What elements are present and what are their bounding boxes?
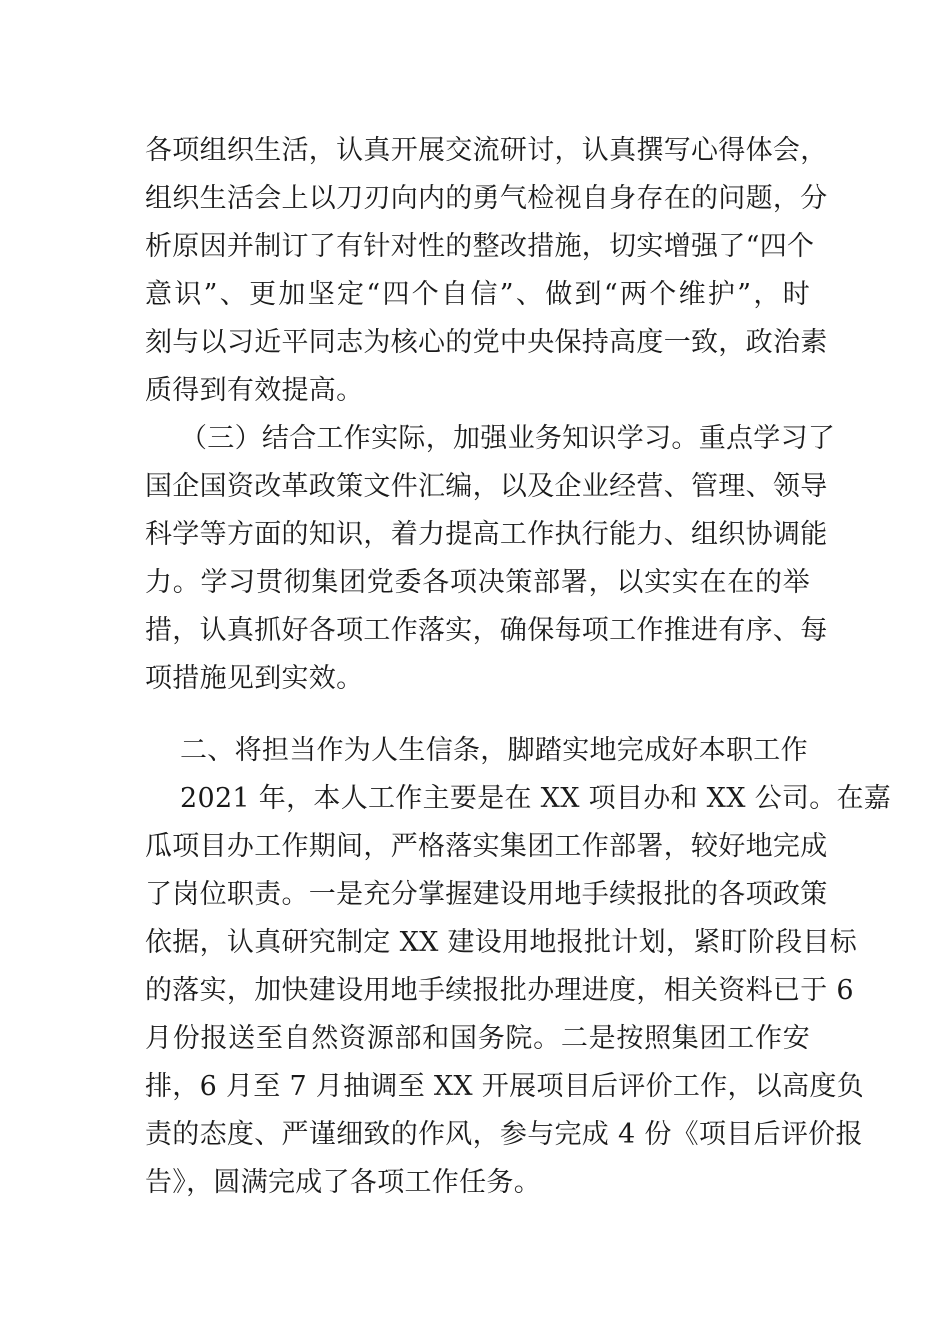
paragraph-line: 了岗位职责。一是充分掌握建设用地手续报批的各项政策 bbox=[145, 879, 828, 910]
paragraph-line: 刻与以习近平同志为核心的党中央保持高度一致，政治素 bbox=[145, 327, 828, 358]
paragraph-line: 国企国资改革政策文件汇编，以及企业经营、管理、领导 bbox=[145, 471, 828, 502]
paragraph-line: 2021 年，本人工作主要是在 XX 项目办和 XX 公司。在嘉 bbox=[180, 783, 892, 814]
paragraph-line: 告》，圆满完成了各项工作任务。 bbox=[145, 1167, 541, 1198]
paragraph-line: 科学等方面的知识，着力提高工作执行能力、组织协调能 bbox=[145, 519, 828, 550]
paragraph-line: 质得到有效提高。 bbox=[145, 375, 364, 406]
paragraph-line: 的落实，加快建设用地手续报批办理进度，相关资料已于 6 bbox=[145, 975, 854, 1006]
paragraph-line: 瓜项目办工作期间，严格落实集团工作部署，较好地完成 bbox=[145, 831, 828, 862]
paragraph-line: 各项组织生活，认真开展交流研讨，认真撰写心得体会， bbox=[145, 135, 828, 166]
paragraph-line: 依据，认真研究制定 XX 建设用地报批计划，紧盯阶段目标 bbox=[145, 927, 858, 958]
section-heading: 二、将担当作为人生信条，脚踏实地完成好本职工作 bbox=[180, 735, 808, 766]
paragraph-line: 责的态度、严谨细致的作风，参与完成 4 份《项目后评价报 bbox=[145, 1119, 863, 1150]
paragraph-line: 措，认真抓好各项工作落实，确保每项工作推进有序、每 bbox=[145, 615, 828, 646]
paragraph-line: 月份报送至自然资源部和国务院。二是按照集团工作安 bbox=[145, 1023, 810, 1054]
paragraph-line: 力。学习贯彻集团党委各项决策部署，以实实在在的举 bbox=[145, 567, 810, 598]
paragraph-line: 组织生活会上以刀刃向内的勇气检视自身存在的问题，分 bbox=[145, 183, 828, 214]
paragraph-line: 项措施见到实效。 bbox=[145, 663, 364, 694]
paragraph-line: 析原因并制订了有针对性的整改措施，切实增强了“四个 bbox=[145, 231, 815, 262]
paragraph-line: （三）结合工作实际，加强业务知识学习。重点学习了 bbox=[180, 423, 836, 454]
paragraph-line: 排，6 月至 7 月抽调至 XX 开展项目后评价工作，以高度负 bbox=[145, 1071, 865, 1102]
paragraph-line: 意识”、更加坚定“四个自信”、做到“两个维护”，时 bbox=[145, 279, 810, 310]
